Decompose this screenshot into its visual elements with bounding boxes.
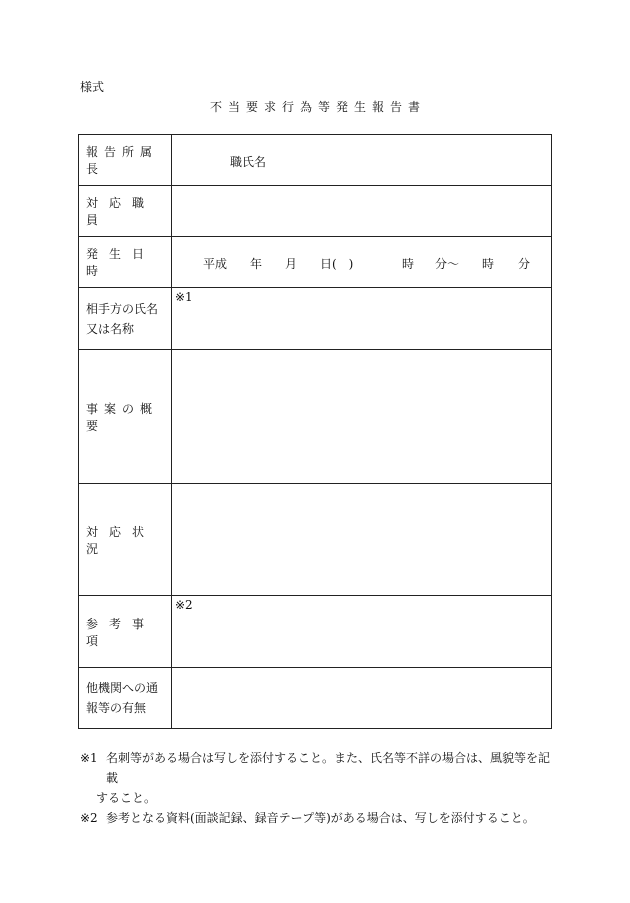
label-datetime <box>79 237 172 288</box>
report-form-table <box>78 134 552 729</box>
label-reference <box>79 596 172 668</box>
label-reporter-text: 報告所属長 <box>86 145 159 176</box>
document-title: 不当要求行為等発生報告書 <box>209 100 426 114</box>
label-other-agency-line1: 他機関への通 <box>86 681 159 695</box>
row-response <box>79 484 552 596</box>
field-staff[interactable] <box>172 186 552 237</box>
footnote-1-continuation: すること。 <box>96 791 157 805</box>
footnotes <box>80 748 560 828</box>
name-title-label: 職氏名 <box>230 155 267 169</box>
field-summary[interactable] <box>172 350 552 484</box>
label-counterpart <box>79 288 172 350</box>
footnote-2-text: 参考となる資料(面談記録、録音テープ等)がある場合は、写しを添付すること。 <box>106 811 535 825</box>
footnote-1-mark: ※1 <box>80 751 98 765</box>
label-counterpart-line1: 相手方の氏名 <box>86 301 159 316</box>
footnote-1-text: 名刺等がある場合は写しを添付すること。また、氏名等不詳の場合は、風貌等を記載 <box>106 751 551 785</box>
label-response-text: 対応状況 <box>86 524 156 556</box>
era-label: 平成 <box>203 257 228 271</box>
row-counterpart <box>79 288 552 350</box>
label-staff <box>79 186 172 237</box>
label-summary-text: 事案の概要 <box>86 401 159 433</box>
minute-start-label: 分～ <box>435 257 460 271</box>
field-other-agency[interactable] <box>172 668 552 729</box>
label-summary <box>79 350 172 484</box>
hour-end-label: 時 <box>482 257 495 271</box>
label-datetime-text: 発生日時 <box>86 247 156 278</box>
year-label: 年 <box>250 257 263 271</box>
note-ref-1: ※1 <box>175 290 193 304</box>
label-other-agency <box>79 668 172 729</box>
day-label: 日( ) <box>320 257 354 271</box>
month-label: 月 <box>285 257 298 271</box>
hour-start-label: 時 <box>402 257 415 271</box>
label-other-agency-line2: 報等の有無 <box>86 701 147 715</box>
row-staff <box>79 186 552 237</box>
label-reference-text: 参考事項 <box>86 616 156 648</box>
note-ref-2: ※2 <box>175 598 193 612</box>
footnote-2-mark: ※2 <box>80 811 98 825</box>
form-label: 様式 <box>80 80 105 94</box>
label-reporter <box>79 135 172 186</box>
row-reporter <box>79 135 552 186</box>
label-response <box>79 484 172 596</box>
label-counterpart-line2: 又は名称 <box>86 321 135 336</box>
row-reference <box>79 596 552 668</box>
footnote-2 <box>80 808 560 828</box>
row-other-agency <box>79 668 552 729</box>
field-response[interactable] <box>172 484 552 596</box>
field-datetime[interactable] <box>172 237 552 288</box>
minute-end-label: 分 <box>518 257 531 271</box>
label-staff-text: 対応職員 <box>86 196 156 227</box>
row-summary <box>79 350 552 484</box>
row-datetime <box>79 237 552 288</box>
footnote-1 <box>80 748 560 808</box>
field-reporter[interactable] <box>172 135 552 186</box>
field-reference[interactable] <box>172 596 552 668</box>
field-counterpart[interactable] <box>172 288 552 350</box>
